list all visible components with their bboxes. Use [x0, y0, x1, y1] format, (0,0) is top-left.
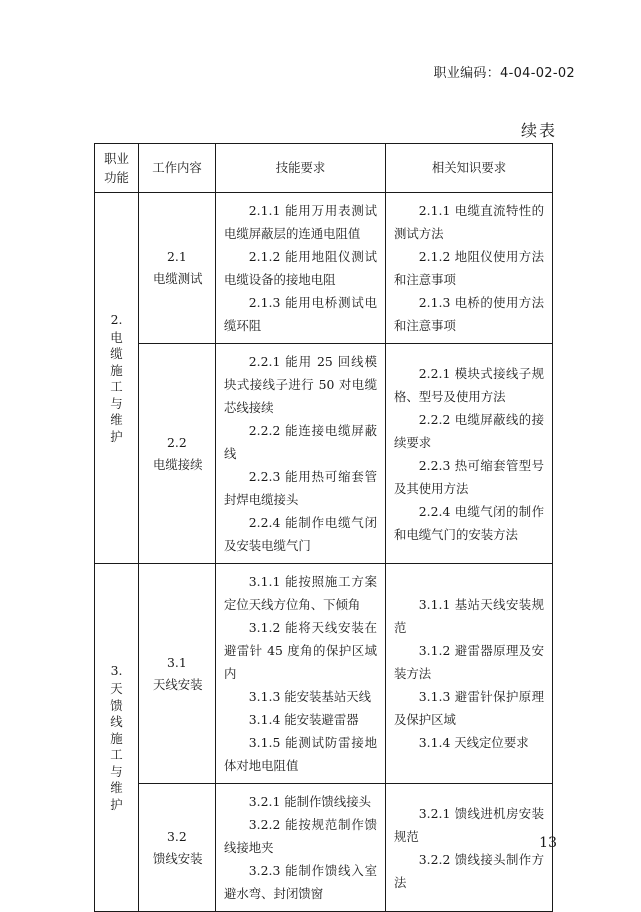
work-name: 馈线安装	[153, 850, 203, 866]
skill-item: 3.1.1 能按照施工方案定位天线方位角、下倾角	[224, 574, 377, 612]
work-number: 3.2	[167, 828, 187, 844]
knowledge-item: 3.1.4 天线定位要求	[418, 735, 529, 750]
knowledge-item: 2.1.1 电缆直流特性的测试方法	[394, 203, 544, 241]
skill-item: 2.2.4 能制作电缆气闭及安装电缆气门	[224, 515, 377, 553]
header-function	[95, 144, 139, 193]
knowledge-cell	[386, 564, 553, 784]
table-header-row	[95, 144, 553, 193]
skill-item: 3.2.2 能按规范制作馈线接地夹	[224, 817, 377, 855]
knowledge-cell	[386, 784, 553, 912]
function-cell-3	[95, 564, 139, 912]
knowledge-item: 2.2.2 电缆屏蔽线的接续要求	[394, 411, 544, 450]
knowledge-item: 2.2.3 热可缩套管型号及其使用方法	[394, 457, 544, 496]
table-row	[95, 344, 553, 564]
occupation-code: 职业编码：4-04-02-02	[433, 66, 575, 81]
knowledge-item: 3.2.2 馈线接头制作方法	[394, 851, 544, 890]
work-cell-2-2	[139, 344, 216, 564]
knowledge-item: 3.1.2 避雷器原理及安装方法	[394, 643, 544, 681]
skills-cell	[216, 193, 386, 344]
knowledge-cell	[386, 344, 553, 564]
continued-label: 续表	[520, 121, 557, 140]
skill-item: 2.1.2 能用地阻仪测试电缆设备的接地电阻	[224, 249, 377, 287]
work-cell-3-2	[139, 784, 216, 912]
skill-item: 2.1.1 能用万用表测试电缆屏蔽层的连通电阻值	[224, 203, 377, 241]
work-cell-3-1	[139, 564, 216, 784]
knowledge-item: 2.1.3 电桥的使用方法和注意事项	[394, 295, 544, 333]
function-cell-2	[95, 193, 139, 564]
table-row	[95, 564, 553, 784]
skill-item: 2.2.1 能用 25 回线模块式接线子进行 50 对电缆芯线接续	[224, 354, 377, 415]
function-name: 天馈线施工与维护	[110, 681, 123, 812]
work-cell-2-1	[139, 193, 216, 344]
table-row	[95, 193, 553, 344]
work-name: 电缆接续	[153, 456, 203, 472]
skill-item: 3.2.1 能制作馈线接头	[248, 794, 371, 809]
header-knowledge: 相关知识要求	[386, 144, 553, 193]
header-function-label: 职业功能	[104, 151, 129, 185]
skills-cell	[216, 344, 386, 564]
skill-item: 2.1.3 能用电桥测试电缆环阻	[224, 295, 377, 333]
skill-item: 2.2.3 能用热可缩套管封焊电缆接头	[224, 469, 377, 507]
work-number: 3.1	[167, 654, 187, 670]
work-number: 2.2	[167, 434, 187, 450]
work-number: 2.1	[167, 249, 187, 264]
knowledge-item: 3.1.3 避雷针保护原理及保护区域	[394, 689, 544, 727]
header-work: 工作内容	[139, 144, 216, 193]
skills-table	[94, 143, 553, 912]
function-number: 3.	[110, 663, 123, 678]
skills-cell	[216, 784, 386, 912]
work-name: 天线安装	[153, 676, 203, 692]
knowledge-item: 2.2.4 电缆气闭的制作和电缆气门的安装方法	[394, 503, 544, 542]
page-number: 13	[539, 835, 557, 851]
skill-item: 3.1.3 能安装基站天线	[248, 689, 371, 704]
knowledge-cell	[386, 193, 553, 344]
function-number: 2.	[110, 311, 123, 327]
skill-item: 3.1.4 能安装避雷器	[248, 712, 359, 727]
knowledge-item: 3.1.1 基站天线安装规范	[394, 597, 544, 635]
work-name: 电缆测试	[153, 271, 203, 286]
knowledge-item: 2.1.2 地阻仪使用方法和注意事项	[394, 249, 544, 287]
function-name: 电缆施工与维护	[110, 329, 123, 444]
skill-item: 3.1.5 能测试防雷接地体对地电阻值	[224, 735, 377, 773]
skill-item: 2.2.2 能连接电缆屏蔽线	[224, 423, 377, 461]
skills-cell	[216, 564, 386, 784]
knowledge-item: 2.2.1 模块式接线子规格、型号及使用方法	[394, 365, 544, 404]
table-row	[95, 784, 553, 912]
skill-item: 3.2.3 能制作馈线入室避水弯、封闭馈窗	[224, 863, 377, 901]
knowledge-item: 3.2.1 馈线进机房安装规范	[394, 805, 544, 844]
header-skill: 技能要求	[216, 144, 386, 193]
skill-item: 3.1.2 能将天线安装在避雷针 45 度角的保护区域内	[224, 620, 377, 681]
